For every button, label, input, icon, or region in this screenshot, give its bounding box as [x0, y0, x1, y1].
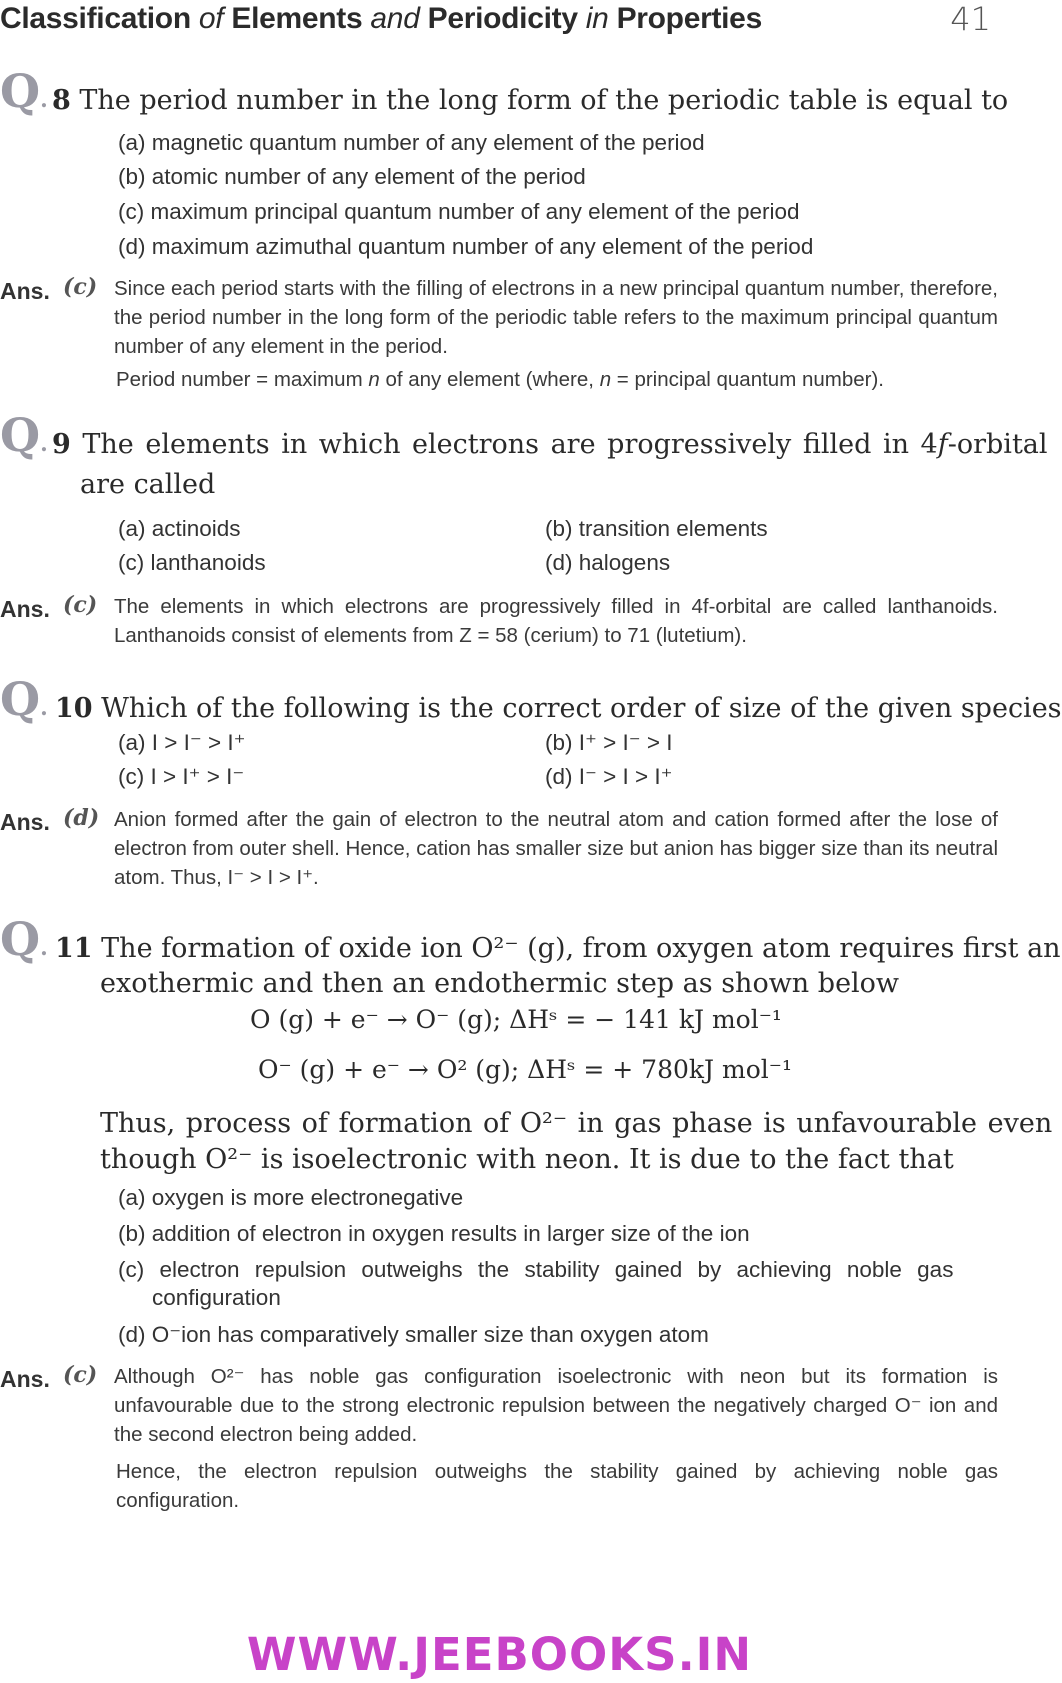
question-number: 8 [52, 85, 71, 116]
question-marker-icon: Q. [0, 672, 48, 726]
option-a: (a) actinoids [118, 516, 241, 541]
option-d: (d) O⁻ion has comparatively smaller size than oxygen atom [118, 1322, 709, 1347]
title-word: Classification [0, 2, 191, 35]
page-header [0, 0, 999, 40]
question-text: The elements in which electrons are progressively filled in 4f-orbital [82, 429, 1048, 460]
option-c-continued: configuration [152, 1285, 281, 1310]
answer-explanation-continued: Hence, the electron repulsion outweighs the stability gained by achieving noble gas configuration. [116, 1460, 998, 1512]
question-marker-icon: Q. [0, 64, 48, 118]
title-word: and [370, 2, 420, 35]
answer-formula: Period number = maximum n of any element (where, n = principal quantum number). [116, 368, 884, 391]
page-number: 41 [950, 0, 991, 38]
option-c: (c) I > I⁺ > I⁻ [118, 764, 245, 789]
title-word: Elements [231, 2, 363, 35]
title-word: Properties [616, 2, 762, 35]
question-number: 10 [55, 693, 93, 724]
option-b: (b) transition elements [545, 516, 768, 541]
option-d: (d) halogens [545, 550, 671, 575]
answer-label: Ans. [0, 1366, 50, 1392]
answer-label: Ans. [0, 809, 50, 835]
question-number: 9 [52, 429, 71, 460]
option-c: (c) maximum principal quantum number of any element of the period [118, 199, 800, 224]
question-marker-icon: Q. [0, 408, 48, 462]
question-text-continued: are called [80, 469, 216, 500]
question-text-continued: exothermic and then an endothermic step as shown below [100, 968, 900, 999]
equation-2: O⁻ (g) + e⁻ → O² (g); ΔHˢ = + 780kJ mol⁻¹ [258, 1055, 792, 1084]
question-number: 11 [55, 933, 93, 964]
option-d: (d) I⁻ > I > I⁺ [545, 764, 673, 789]
answer-letter: (c) [63, 274, 98, 300]
title-word: in [585, 2, 609, 35]
answer-label: Ans. [0, 596, 50, 622]
watermark-link[interactable]: WWW.JEEBOOKS.IN [246, 1628, 753, 1681]
answer-letter: (c) [63, 1362, 98, 1388]
option-d: (d) maximum azimuthal quantum number of any element of the period [118, 234, 814, 259]
question-marker-icon: Q. [0, 912, 48, 966]
title-word: of [198, 2, 224, 35]
option-a: (a) magnetic quantum number of any element of the period [118, 130, 705, 155]
chapter-title [0, 2, 762, 36]
question-text-continued: Thus, process of formation of O²⁻ in gas phase is unfavourable even [100, 1108, 1053, 1139]
answer-explanation: Since each period starts with the filling of electrons in a new principal quantum number, therefore, the period number in the long form of the periodic table refers to the maximum principal quantum number of any element in the period. [114, 277, 998, 358]
title-word: Periodicity [427, 2, 578, 35]
option-b: (b) addition of electron in oxygen results in larger size of the ion [118, 1221, 750, 1246]
option-c: (c) lanthanoids [118, 550, 266, 575]
option-c: (c) electron repulsion outweighs the stability gained by achieving noble gas [118, 1257, 954, 1282]
question-text: The period number in the long form of the periodic table is equal to [79, 85, 1009, 116]
answer-explanation: The elements in which electrons are progressively filled in 4f-orbital are called lanthanoids. Lanthanoids consist of elements from Z = 58 (cerium) to 71 (lutetium). [114, 595, 998, 647]
question-text-continued: though O²⁻ is isoelectronic with neon. It is due to the fact that [100, 1144, 954, 1175]
answer-label: Ans. [0, 278, 50, 304]
answer-explanation: Although O²⁻ has noble gas configuration isoelectronic with neon but its formation is unfavourable due to the strong electronic repulsion between the negatively charged O⁻ ion and the second electron being added. [114, 1365, 998, 1446]
option-a: (a) I > I⁻ > I⁺ [118, 730, 246, 755]
answer-letter: (d) [63, 805, 100, 831]
equation-1: O (g) + e⁻ → O⁻ (g); ΔHˢ = − 141 kJ mol⁻¹ [250, 1005, 782, 1034]
question-text: Which of the following is the correct order of size of the given species [101, 693, 1062, 724]
option-a: (a) oxygen is more electronegative [118, 1185, 464, 1210]
answer-letter: (c) [63, 592, 98, 618]
answer-explanation: Anion formed after the gain of electron to the neutral atom and cation formed after the lose of electron from outer shell. Hence, cation has smaller size but anion has bigger size than its neutral atom. Thus, I⁻ > I > I⁺. [114, 808, 998, 889]
option-b: (b) atomic number of any element of the period [118, 164, 586, 189]
option-b: (b) I⁺ > I⁻ > I [545, 730, 673, 755]
question-text: The formation of oxide ion O²⁻ (g), from oxygen atom requires first an [101, 933, 1061, 964]
